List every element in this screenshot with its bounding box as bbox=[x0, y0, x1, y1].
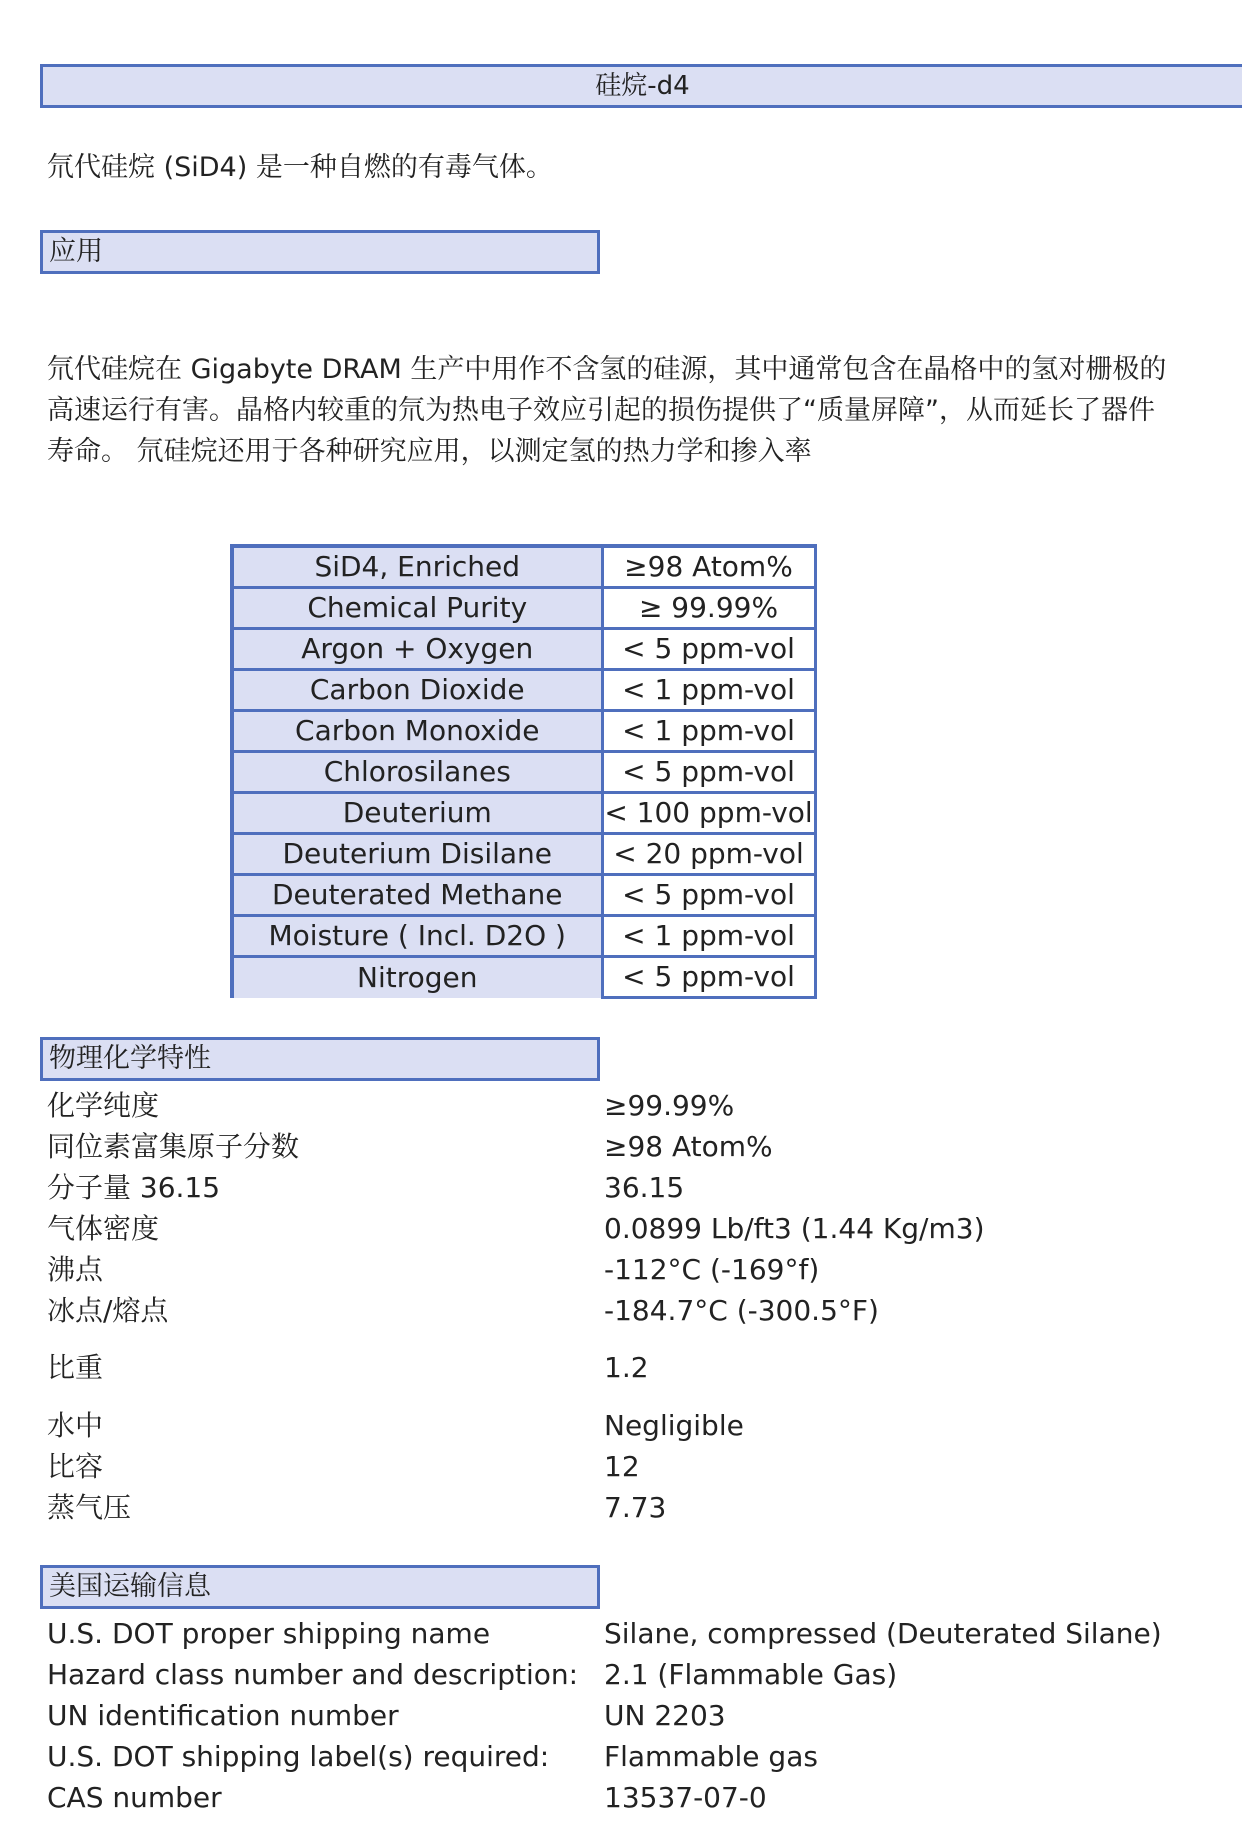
shipping-key: CAS number bbox=[47, 1781, 222, 1814]
property-key: 比重 bbox=[47, 1351, 104, 1384]
property-row bbox=[47, 1208, 1237, 1249]
property-value: -184.7°C (-300.5°F) bbox=[604, 1294, 879, 1327]
spec-row bbox=[232, 957, 815, 998]
property-row bbox=[47, 1405, 1237, 1446]
property-value: 36.15 bbox=[604, 1171, 685, 1204]
property-key: 蒸气压 bbox=[47, 1491, 132, 1524]
section-header-physchem: 物理化学特性 bbox=[40, 1037, 600, 1081]
property-row bbox=[47, 1085, 1237, 1126]
spec-value: ≥ 99.99% bbox=[602, 588, 815, 629]
property-value: 7.73 bbox=[604, 1491, 667, 1524]
shipping-row bbox=[47, 1654, 1237, 1695]
property-value: 0.0899 Lb/ft3 (1.44 Kg/m3) bbox=[604, 1212, 985, 1245]
shipping-key: U.S. DOT shipping label(s) required: bbox=[47, 1740, 550, 1773]
spec-row bbox=[232, 711, 815, 752]
spec-value: < 100 ppm-vol bbox=[602, 793, 815, 834]
spec-key: Chemical Purity bbox=[232, 588, 602, 629]
property-key: 比容 bbox=[47, 1450, 104, 1483]
spec-row bbox=[232, 916, 815, 957]
property-key: 同位素富集原子分数 bbox=[47, 1130, 300, 1163]
property-value: ≥99.99% bbox=[604, 1089, 735, 1122]
shipping-key: UN identification number bbox=[47, 1699, 399, 1732]
shipping-row bbox=[47, 1736, 1237, 1777]
specification-table bbox=[230, 544, 817, 999]
property-row bbox=[47, 1249, 1237, 1290]
spec-key: Nitrogen bbox=[232, 957, 602, 998]
shipping-value: 13537-07-0 bbox=[604, 1781, 767, 1814]
property-value: 12 bbox=[604, 1450, 640, 1483]
page-title: 硅烷-d4 bbox=[40, 64, 1242, 108]
shipping-value: UN 2203 bbox=[604, 1699, 726, 1732]
property-key: 气体密度 bbox=[47, 1212, 160, 1245]
shipping-key: Hazard class number and description: bbox=[47, 1658, 579, 1691]
spec-row bbox=[232, 752, 815, 793]
spec-value: < 5 ppm-vol bbox=[602, 957, 815, 998]
property-key: 水中 bbox=[47, 1409, 104, 1442]
spec-row bbox=[232, 793, 815, 834]
spec-value: < 20 ppm-vol bbox=[602, 834, 815, 875]
section-header-applications: 应用 bbox=[40, 230, 600, 274]
spec-row bbox=[232, 629, 815, 670]
spec-key: SiD4, Enriched bbox=[232, 546, 602, 588]
property-key: 沸点 bbox=[47, 1253, 104, 1286]
section-header-shipping: 美国运输信息 bbox=[40, 1565, 600, 1609]
property-value: ≥98 Atom% bbox=[604, 1130, 773, 1163]
spec-key: Chlorosilanes bbox=[232, 752, 602, 793]
property-value: Negligible bbox=[604, 1409, 744, 1442]
spec-value: < 1 ppm-vol bbox=[602, 670, 815, 711]
spec-value: < 1 ppm-vol bbox=[602, 711, 815, 752]
shipping-row bbox=[47, 1613, 1237, 1654]
spec-key: Deuterium bbox=[232, 793, 602, 834]
spec-value: < 1 ppm-vol bbox=[602, 916, 815, 957]
shipping-key: U.S. DOT proper shipping name bbox=[47, 1617, 491, 1650]
property-row bbox=[47, 1347, 1237, 1388]
shipping-value: 2.1 (Flammable Gas) bbox=[604, 1658, 898, 1691]
property-row bbox=[47, 1167, 1237, 1208]
shipping-value: Silane, compressed (Deuterated Silane) bbox=[604, 1617, 1162, 1650]
spec-value: ≥98 Atom% bbox=[602, 546, 815, 588]
spec-row bbox=[232, 670, 815, 711]
property-row bbox=[47, 1446, 1237, 1487]
property-key: 化学纯度 bbox=[47, 1089, 160, 1122]
spec-value: < 5 ppm-vol bbox=[602, 752, 815, 793]
applications-paragraph bbox=[47, 349, 1237, 472]
spec-row bbox=[232, 834, 815, 875]
property-key: 冰点/熔点 bbox=[47, 1294, 169, 1327]
shipping-row bbox=[47, 1695, 1237, 1736]
spec-key: Carbon Dioxide bbox=[232, 670, 602, 711]
property-row bbox=[47, 1126, 1237, 1167]
property-value: 1.2 bbox=[604, 1351, 649, 1384]
property-key: 分子量 36.15 bbox=[47, 1171, 221, 1204]
spec-key: Deuterated Methane bbox=[232, 875, 602, 916]
spec-key: Argon + Oxygen bbox=[232, 629, 602, 670]
property-row bbox=[47, 1290, 1237, 1331]
applications-line: 高速运行有害。晶格内较重的氘为热电子效应引起的损伤提供了“质量屏障”，从而延长了器件 bbox=[47, 395, 1155, 426]
shipping-value: Flammable gas bbox=[604, 1740, 818, 1773]
spec-row bbox=[232, 588, 815, 629]
spec-key: Moisture ( Incl. D2O ) bbox=[232, 916, 602, 957]
property-value: -112°C (-169°f) bbox=[604, 1253, 820, 1286]
spec-row bbox=[232, 546, 815, 588]
intro-text: 氘代硅烷 (SiD4) 是一种自燃的有毒气体。 bbox=[47, 152, 553, 183]
spec-key: Carbon Monoxide bbox=[232, 711, 602, 752]
spec-row bbox=[232, 875, 815, 916]
spec-key: Deuterium Disilane bbox=[232, 834, 602, 875]
property-row bbox=[47, 1487, 1237, 1528]
spec-value: < 5 ppm-vol bbox=[602, 629, 815, 670]
applications-line: 寿命。 氘硅烷还用于各种研究应用，以测定氢的热力学和掺入率 bbox=[47, 436, 812, 467]
spec-value: < 5 ppm-vol bbox=[602, 875, 815, 916]
applications-line: 氘代硅烷在 Gigabyte DRAM 生产中用作不含氢的硅源，其中通常包含在晶格中的氢对栅极的 bbox=[47, 354, 1167, 385]
shipping-row bbox=[47, 1777, 1237, 1818]
